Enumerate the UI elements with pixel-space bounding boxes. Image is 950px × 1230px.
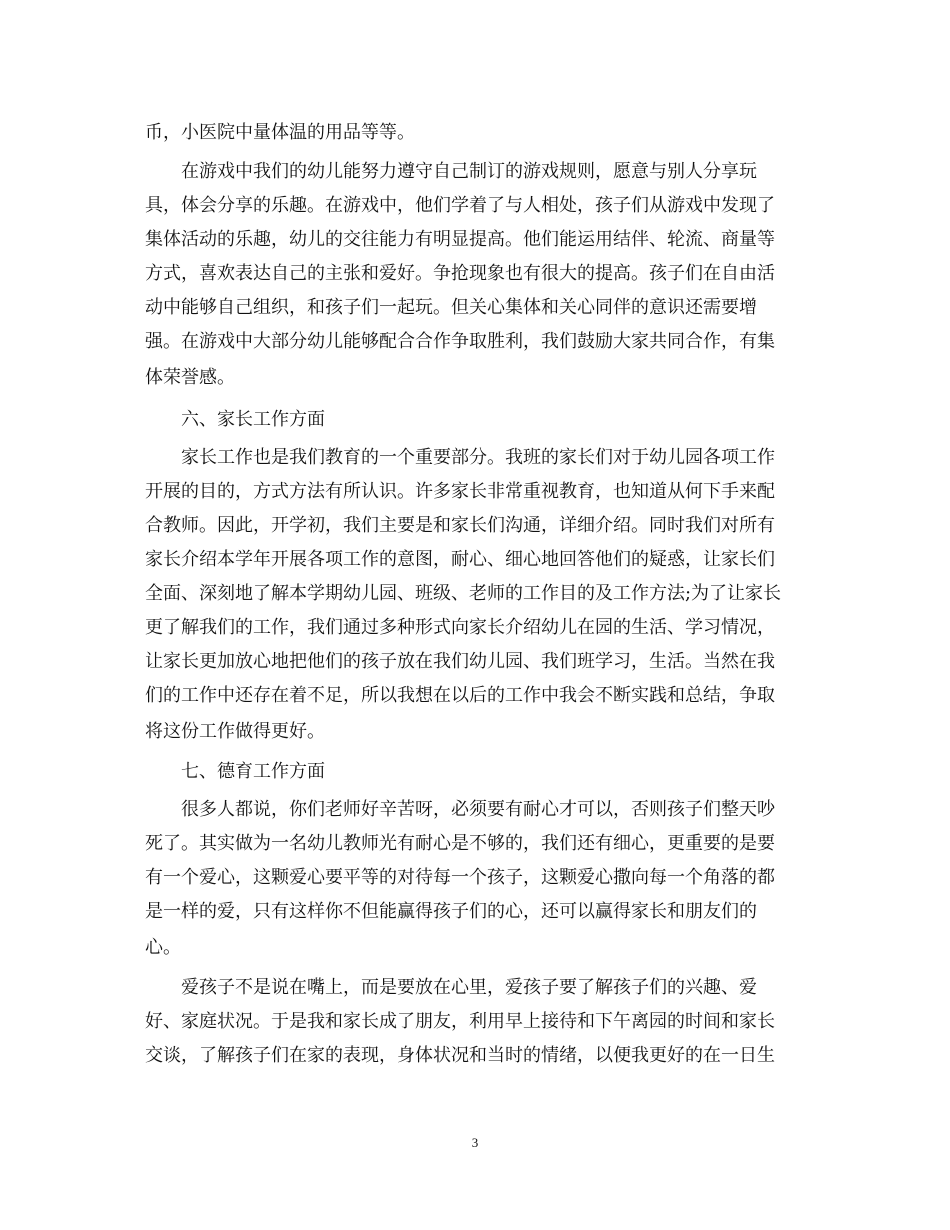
text-line: 死了。其实做为一名幼儿教师光有耐心是不够的，我们还有细心，更重要的是要 xyxy=(145,833,775,854)
text-line: 在游戏中我们的幼儿能努力遵守自己制订的游戏规则，愿意与别人分享玩 xyxy=(181,161,757,182)
text-line: 是一样的爱，只有这样你不但能赢得孩子们的心，还可以赢得家长和朋友们的 xyxy=(145,901,757,922)
text-line: 家长工作也是我们教育的一个重要部分。我班的家长们对于幼儿园各项工作 xyxy=(181,447,775,468)
text-line: 具，体会分享的乐趣。在游戏中，他们学着了与人相处，孩子们从游戏中发现了 xyxy=(145,195,775,216)
text-line: 好、家庭状况。于是我和家长成了朋友，利用早上接待和下午离园的时间和家长 xyxy=(145,1011,775,1032)
text-line: 有一个爱心，这颗爱心要平等的对待每一个孩子，这颗爱心撒向每一个角落的都 xyxy=(145,867,775,888)
text-line: 体荣誉感。 xyxy=(145,367,235,388)
text-line: 家长介绍本学年开展各项工作的意图，耐心、细心地回答他们的疑惑，让家长们 xyxy=(145,549,775,570)
text-line: 心。 xyxy=(145,937,181,958)
text-line: 动中能够自己组织，和孩子们一起玩。但关心集体和关心同伴的意识还需要增 xyxy=(145,297,757,318)
page-number: 3 xyxy=(471,1135,479,1150)
text-line: 让家长更加放心地把他们的孩子放在我们幼儿园、我们班学习，生活。当然在我 xyxy=(145,651,775,672)
text-line: 七、德育工作方面 xyxy=(181,761,325,782)
text-line: 强。在游戏中大部分幼儿能够配合合作争取胜利，我们鼓励大家共同合作，有集 xyxy=(145,331,775,352)
text-line: 们的工作中还存在着不足，所以我想在以后的工作中我会不断实践和总结，争取 xyxy=(145,685,775,706)
text-line: 全面、深刻地了解本学期幼儿园、班级、老师的工作目的及工作方法;为了让家长 xyxy=(145,583,782,604)
text-line: 合教师。因此，开学初，我们主要是和家长们沟通，详细介绍。同时我们对所有 xyxy=(145,515,775,536)
text-line: 开展的目的，方式方法有所认识。许多家长非常重视教育，也知道从何下手来配 xyxy=(145,481,775,502)
text-line: 很多人都说，你们老师好辛苦呀，必须要有耐心才可以，否则孩子们整天吵 xyxy=(181,799,775,820)
text-line: 将这份工作做得更好。 xyxy=(145,721,325,742)
text-line: 更了解我们的工作，我们通过多种形式向家长介绍幼儿在园的生活、学习情况， xyxy=(145,617,775,638)
text-line: 交谈，了解孩子们在家的表现，身体状况和当时的情绪，以便我更好的在一日生 xyxy=(145,1045,775,1066)
text-line: 六、家长工作方面 xyxy=(181,409,325,430)
text-line: 集体活动的乐趣，幼儿的交往能力有明显提高。他们能运用结伴、轮流、商量等 xyxy=(145,229,775,250)
text-line: 币，小医院中量体温的用品等等。 xyxy=(145,122,415,143)
text-line: 方式，喜欢表达自己的主张和爱好。争抢现象也有很大的提高。孩子们在自由活 xyxy=(145,263,775,284)
text-line: 爱孩子不是说在嘴上，而是要放在心里，爱孩子要了解孩子们的兴趣、爱 xyxy=(181,977,757,998)
